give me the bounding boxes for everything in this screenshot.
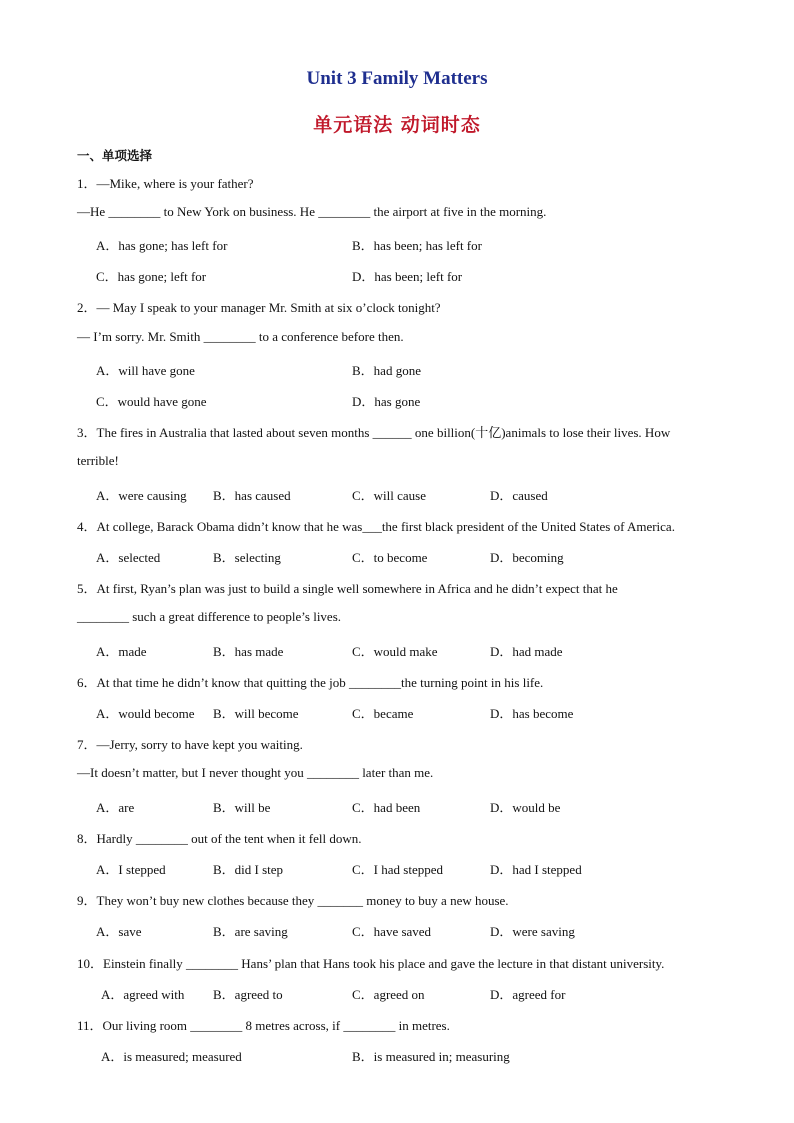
question-7-option-b[interactable]: B．will be	[213, 800, 271, 815]
question-2-option-b[interactable]: B．had gone	[352, 363, 421, 378]
question-10-option-a[interactable]: A．agreed with	[101, 987, 185, 1002]
question-1-line-2: —He ________ to New York on business. He ________ the airport at five in the morning.	[77, 204, 547, 219]
question-7-line-2: —It doesn’t matter, but I never thought you ________ later than me.	[77, 765, 434, 780]
question-8-option-a[interactable]: A．I stepped	[96, 862, 166, 877]
question-7-option-c[interactable]: C．had been	[352, 800, 421, 815]
question-6-option-b[interactable]: B．will become	[213, 706, 299, 721]
question-3-option-d[interactable]: D．caused	[490, 488, 548, 503]
question-2-option-c[interactable]: C．would have gone	[96, 394, 207, 409]
question-3-option-c[interactable]: C．will cause	[352, 488, 427, 503]
question-8-option-b[interactable]: B．did I step	[213, 862, 284, 877]
question-4-line-1: 4．At college, Barack Obama didn’t know that he was___the first black president of the United States of America.	[77, 519, 675, 534]
question-11-line-1: 11．Our living room ________ 8 metres across, if ________ in metres.	[77, 1018, 450, 1033]
question-10-option-b[interactable]: B．agreed to	[213, 987, 283, 1002]
question-1-option-a[interactable]: A．has gone; has left for	[96, 238, 228, 253]
question-7-line-1: 7．—Jerry, sorry to have kept you waiting.	[77, 737, 303, 752]
question-6-option-a[interactable]: A．would become	[96, 706, 195, 721]
question-1-option-b[interactable]: B．has been; has left for	[352, 238, 482, 253]
question-1-option-c[interactable]: C．has gone; left for	[96, 269, 207, 284]
question-5-option-a[interactable]: A．made	[96, 644, 147, 659]
question-3-option-a[interactable]: A．were causing	[96, 488, 187, 503]
question-2-option-a[interactable]: A．will have gone	[96, 363, 195, 378]
question-9-option-a[interactable]: A．save	[96, 924, 142, 939]
question-5-option-b[interactable]: B．has made	[213, 644, 284, 659]
question-4-option-a[interactable]: A．selected	[96, 550, 161, 565]
question-2-line-1: 2．— May I speak to your manager Mr. Smith at six o’clock tonight?	[77, 300, 441, 315]
question-6-option-d[interactable]: D．has become	[490, 706, 574, 721]
question-8-option-d[interactable]: D．had I stepped	[490, 862, 582, 877]
question-11-option-b[interactable]: B．is measured in; measuring	[352, 1049, 510, 1064]
page-subtitle: 单元语法 动词时态	[313, 114, 481, 136]
question-8-option-c[interactable]: C．I had stepped	[352, 862, 443, 877]
question-2-option-d[interactable]: D．has gone	[352, 394, 421, 409]
question-10-option-d[interactable]: D．agreed for	[490, 987, 566, 1002]
question-5-option-c[interactable]: C．would make	[352, 644, 438, 659]
question-10-option-c[interactable]: C．agreed on	[352, 987, 425, 1002]
question-1-option-d[interactable]: D．has been; left for	[352, 269, 463, 284]
question-6-option-c[interactable]: C．became	[352, 706, 414, 721]
question-9-option-d[interactable]: D．were saving	[490, 924, 575, 939]
question-3-line-1: 3．The fires in Australia that lasted about seven months ______ one billion(十亿)animals to lose their lives. How	[77, 425, 671, 440]
question-3-option-b[interactable]: B．has caused	[213, 488, 291, 503]
question-7-option-d[interactable]: D．would be	[490, 800, 561, 815]
question-5-line-2: ________ such a great difference to people’s lives.	[77, 609, 342, 624]
question-2-line-2: — I’m sorry. Mr. Smith ________ to a conference before then.	[77, 329, 404, 344]
question-4-option-d[interactable]: D．becoming	[490, 550, 564, 565]
question-11-option-a[interactable]: A．is measured; measured	[101, 1049, 242, 1064]
question-7-option-a[interactable]: A．are	[96, 800, 135, 815]
question-5-line-1: 5．At first, Ryan’s plan was just to build a single well somewhere in Africa and he didn’t expect that he	[77, 581, 618, 596]
question-4-option-c[interactable]: C．to become	[352, 550, 428, 565]
question-9-line-1: 9．They won’t buy new clothes because they _______ money to buy a new house.	[77, 893, 509, 908]
question-10-line-1: 10．Einstein finally ________ Hans’ plan that Hans took his place and gave the lecture in that distant university.	[77, 956, 665, 971]
question-6-line-1: 6．At that time he didn’t know that quitting the job ________the turning point in his life.	[77, 675, 544, 690]
question-9-option-c[interactable]: C．have saved	[352, 924, 432, 939]
question-4-option-b[interactable]: B．selecting	[213, 550, 281, 565]
question-9-option-b[interactable]: B．are saving	[213, 924, 288, 939]
page-title: Unit 3 Family Matters	[306, 68, 488, 89]
question-3-line-2: terrible!	[77, 453, 119, 468]
question-1-line-1: 1．—Mike, where is your father?	[77, 176, 254, 191]
question-8-line-1: 8．Hardly ________ out of the tent when it fell down.	[77, 831, 362, 846]
section-heading: 一、单项选择	[77, 148, 153, 163]
question-5-option-d[interactable]: D．had made	[490, 644, 563, 659]
